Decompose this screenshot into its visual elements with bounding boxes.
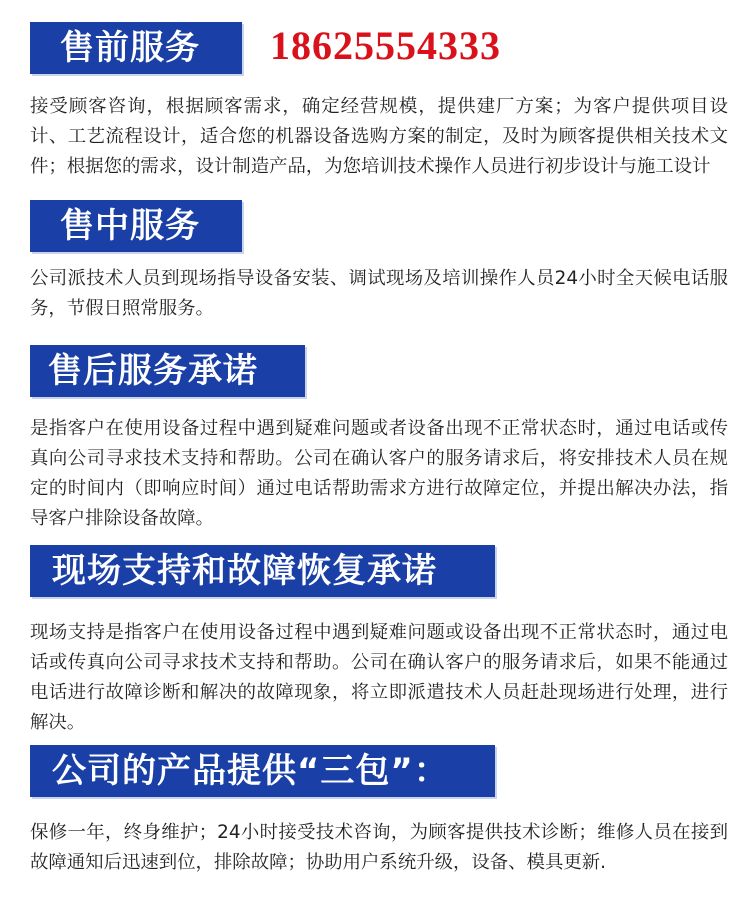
onsite-support-title: 现场支持和故障恢复承诺 xyxy=(52,551,437,591)
pre-sales-description: 接受顾客咨询，根据顾客需求，确定经营规模，提供建厂方案；为客户提供项目设计、工艺流程设计，适合您的机器设备选购方案的制定，及时为顾客提供相关技术文件；根据您的需求，设计制造产品，为您培训技术操作人员进行初步设计与施工设计 xyxy=(30,96,728,177)
onsite-support-description: 现场支持是指客户在使用设备过程中遇到疑难问题或设备出现不正常状态时，通过电话或传真向公司寻求技术支持和帮助。公司在确认客户的服务请求后，如果不能通过电话进行故障诊断和解决的故障现象，将立即派遣技术人员赶赴现场进行处理，进行解决。 xyxy=(30,622,728,733)
after-sales-title: 售后服务承诺 xyxy=(48,351,258,391)
after-sales-banner xyxy=(30,345,305,397)
hotline-phone-number[interactable]: 18625554333 xyxy=(270,23,501,68)
pre-sales-banner xyxy=(30,22,242,74)
in-sales-banner xyxy=(30,200,242,252)
pre-sales-title: 售前服务 xyxy=(60,28,200,68)
in-sales-description: 公司派技术人员到现场指导设备安装、调试现场及培训操作人员24小时全天候电话服务，节假日照常服务。 xyxy=(30,268,728,319)
after-sales-description: 是指客户在使用设备过程中遇到疑难问题或者设备出现不正常状态时，通过电话或传真向公司寻求技术支持和帮助。公司在确认客户的服务请求后，将安排技术人员在规定的时间内（即响应时间）通过电话帮助需求方进行故障定位，并提出解决办法，指导客户排除设备故障。 xyxy=(30,418,728,529)
onsite-support-banner xyxy=(30,545,495,597)
three-guarantees-description: 保修一年，终身维护；24小时接受技术咨询，为顾客提供技术诊断；维修人员在接到故障通知后迅速到位，排除故障；协助用户系统升级，设备、模具更新. xyxy=(30,822,728,873)
in-sales-title: 售中服务 xyxy=(60,206,200,246)
three-guarantees-title: 公司的产品提供“三包”： xyxy=(52,751,449,791)
three-guarantees-banner xyxy=(30,745,495,797)
